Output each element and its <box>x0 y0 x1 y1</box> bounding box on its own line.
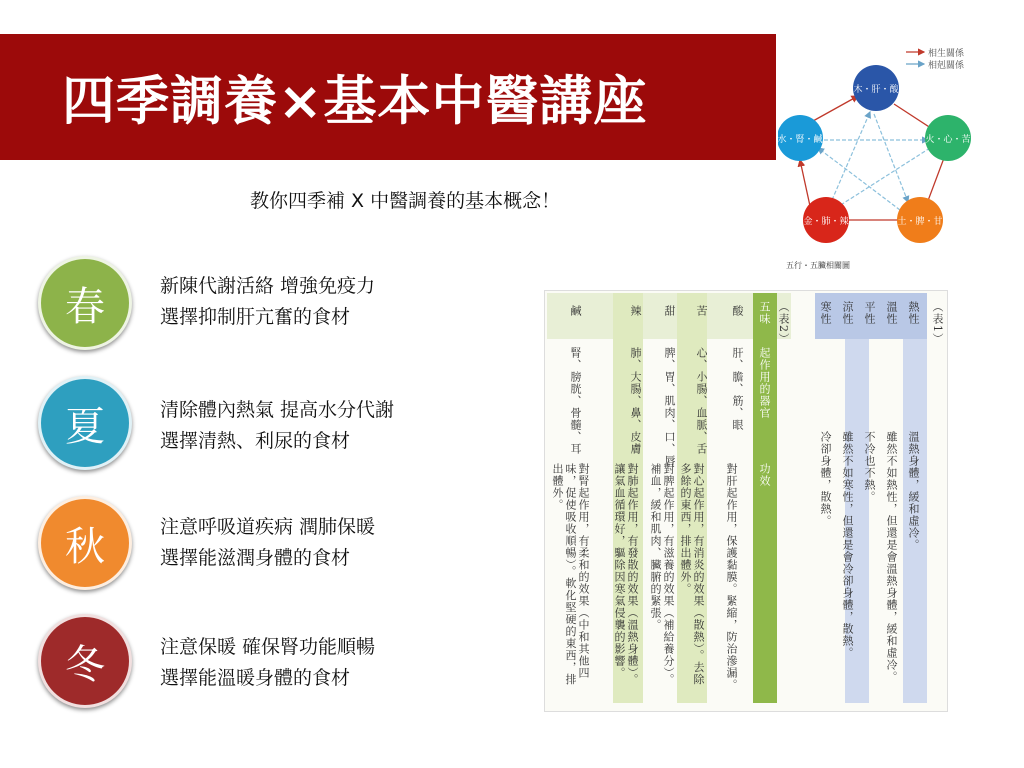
summer-line1: 清除體內熱氣 提高水分代謝 <box>160 399 395 421</box>
organ-bitter: 心、小腸、血脈、舌 <box>695 347 708 455</box>
fire-label: 火・心・苦 <box>925 135 971 145</box>
five-elements-diagram <box>778 40 990 280</box>
table2-label: （表2） <box>777 301 790 345</box>
page-subtitle: 教你四季補 X 中醫調養的基本概念！ <box>250 190 561 212</box>
nature-cool: 涼性 <box>841 301 854 325</box>
summer-line2: 選擇清熱、利尿的食材 <box>160 430 351 452</box>
diagram-caption: 五行・五臟相關圖 <box>786 261 850 270</box>
organ-spicy: 肺、大腸、鼻、皮膚 <box>629 347 642 455</box>
winter-text <box>160 632 375 694</box>
page-title: 四季調養×基本中醫講座 <box>62 71 648 132</box>
organ-sour: 肝、膽、筋、眼 <box>731 347 744 431</box>
table1-label: （表1） <box>931 301 944 345</box>
title-banner <box>0 34 776 160</box>
nature-warm-desc: 雖然不如熱性，但還是會溫熱身體，緩和虛冷。 <box>885 431 898 683</box>
spring-text <box>160 271 375 333</box>
metal-label: 金・肺・辣 <box>803 217 849 227</box>
nature-neutral-desc: 不冷也不熱。 <box>863 431 876 503</box>
wood-label: 木・肝・酸 <box>853 85 899 95</box>
table2-header-taste: 五味 <box>758 301 771 325</box>
autumn-text <box>160 512 375 574</box>
summer-char: 夏 <box>65 403 105 450</box>
winter-line2: 選擇能溫暖身體的食材 <box>160 667 351 689</box>
nature-warm: 溫性 <box>885 301 898 325</box>
nature-hot: 熱性 <box>907 301 920 325</box>
spring-badge <box>38 256 132 350</box>
effect-bitter: 對心起作用，有消炎的效果（散熱）。去除多餘的東西，排出體外。 <box>679 463 705 686</box>
taste-nature-tables <box>544 290 948 712</box>
autumn-line2: 選擇能滋潤身體的食材 <box>160 547 351 569</box>
summer-badge <box>38 376 132 470</box>
spring-char: 春 <box>65 283 105 330</box>
nature-cold: 寒性 <box>819 301 832 325</box>
taste-spicy: 辣 <box>629 305 642 317</box>
effect-spicy: 對肺起作用，有發散的效果（溫熱身體）。讓氣血循環好，驅除因寒氣侵襲的影響。 <box>613 463 639 686</box>
legend-generate: 相生關係 <box>928 49 965 59</box>
nature-cool-desc: 雖然不如寒性，但還是會冷卻身體，散熱。 <box>841 431 854 659</box>
organ-sweet: 脾、胃、肌肉、口、唇 <box>663 347 676 467</box>
organ-salty: 腎、膀胱、骨髓、耳 <box>569 347 582 455</box>
five-elements-svg <box>778 40 990 280</box>
nature-cold-desc: 冷卻身體，散熱。 <box>819 431 832 527</box>
winter-line1: 注意保暖 確保腎功能順暢 <box>160 636 376 658</box>
effect-salty: 對腎起作用，有柔和的效果（中和其他四味，促使吸收順暢）。軟化堅硬的東西，排出體外。 <box>551 463 590 686</box>
summer-text <box>160 395 394 457</box>
spring-line1: 新陳代謝活絡 增強免疫力 <box>160 275 376 297</box>
winter-badge <box>38 614 132 708</box>
autumn-badge <box>38 496 132 590</box>
table1 <box>815 293 943 703</box>
taste-sour: 酸 <box>731 305 744 317</box>
autumn-char: 秋 <box>65 523 105 570</box>
legend-restrain: 相剋關係 <box>928 61 965 71</box>
effect-sour: 對肝起作用，保護黏膜。緊縮，防治滲漏。 <box>725 463 738 691</box>
taste-bitter: 苦 <box>695 305 708 317</box>
nature-hot-desc: 溫熱身體，緩和虛冷。 <box>907 431 920 551</box>
spring-line2: 選擇抑制肝亢奮的食材 <box>160 306 351 328</box>
table2-header-organ: 起作用的器官 <box>758 347 771 419</box>
winter-char: 冬 <box>65 641 105 688</box>
taste-salty: 鹹 <box>569 305 582 317</box>
taste-sweet: 甜 <box>663 305 676 317</box>
nature-neutral: 平性 <box>863 301 876 325</box>
table2-header-effect: 功效 <box>758 463 771 487</box>
earth-label: 土・脾・甘 <box>897 217 943 227</box>
water-label: 水・腎・鹹 <box>778 135 823 145</box>
effect-sweet: 對脾起作用，有滋養的效果（補給養分）。補血，緩和肌肉、臟腑的緊張。 <box>649 463 675 686</box>
autumn-line1: 注意呼吸道疾病 潤肺保暖 <box>160 516 376 538</box>
